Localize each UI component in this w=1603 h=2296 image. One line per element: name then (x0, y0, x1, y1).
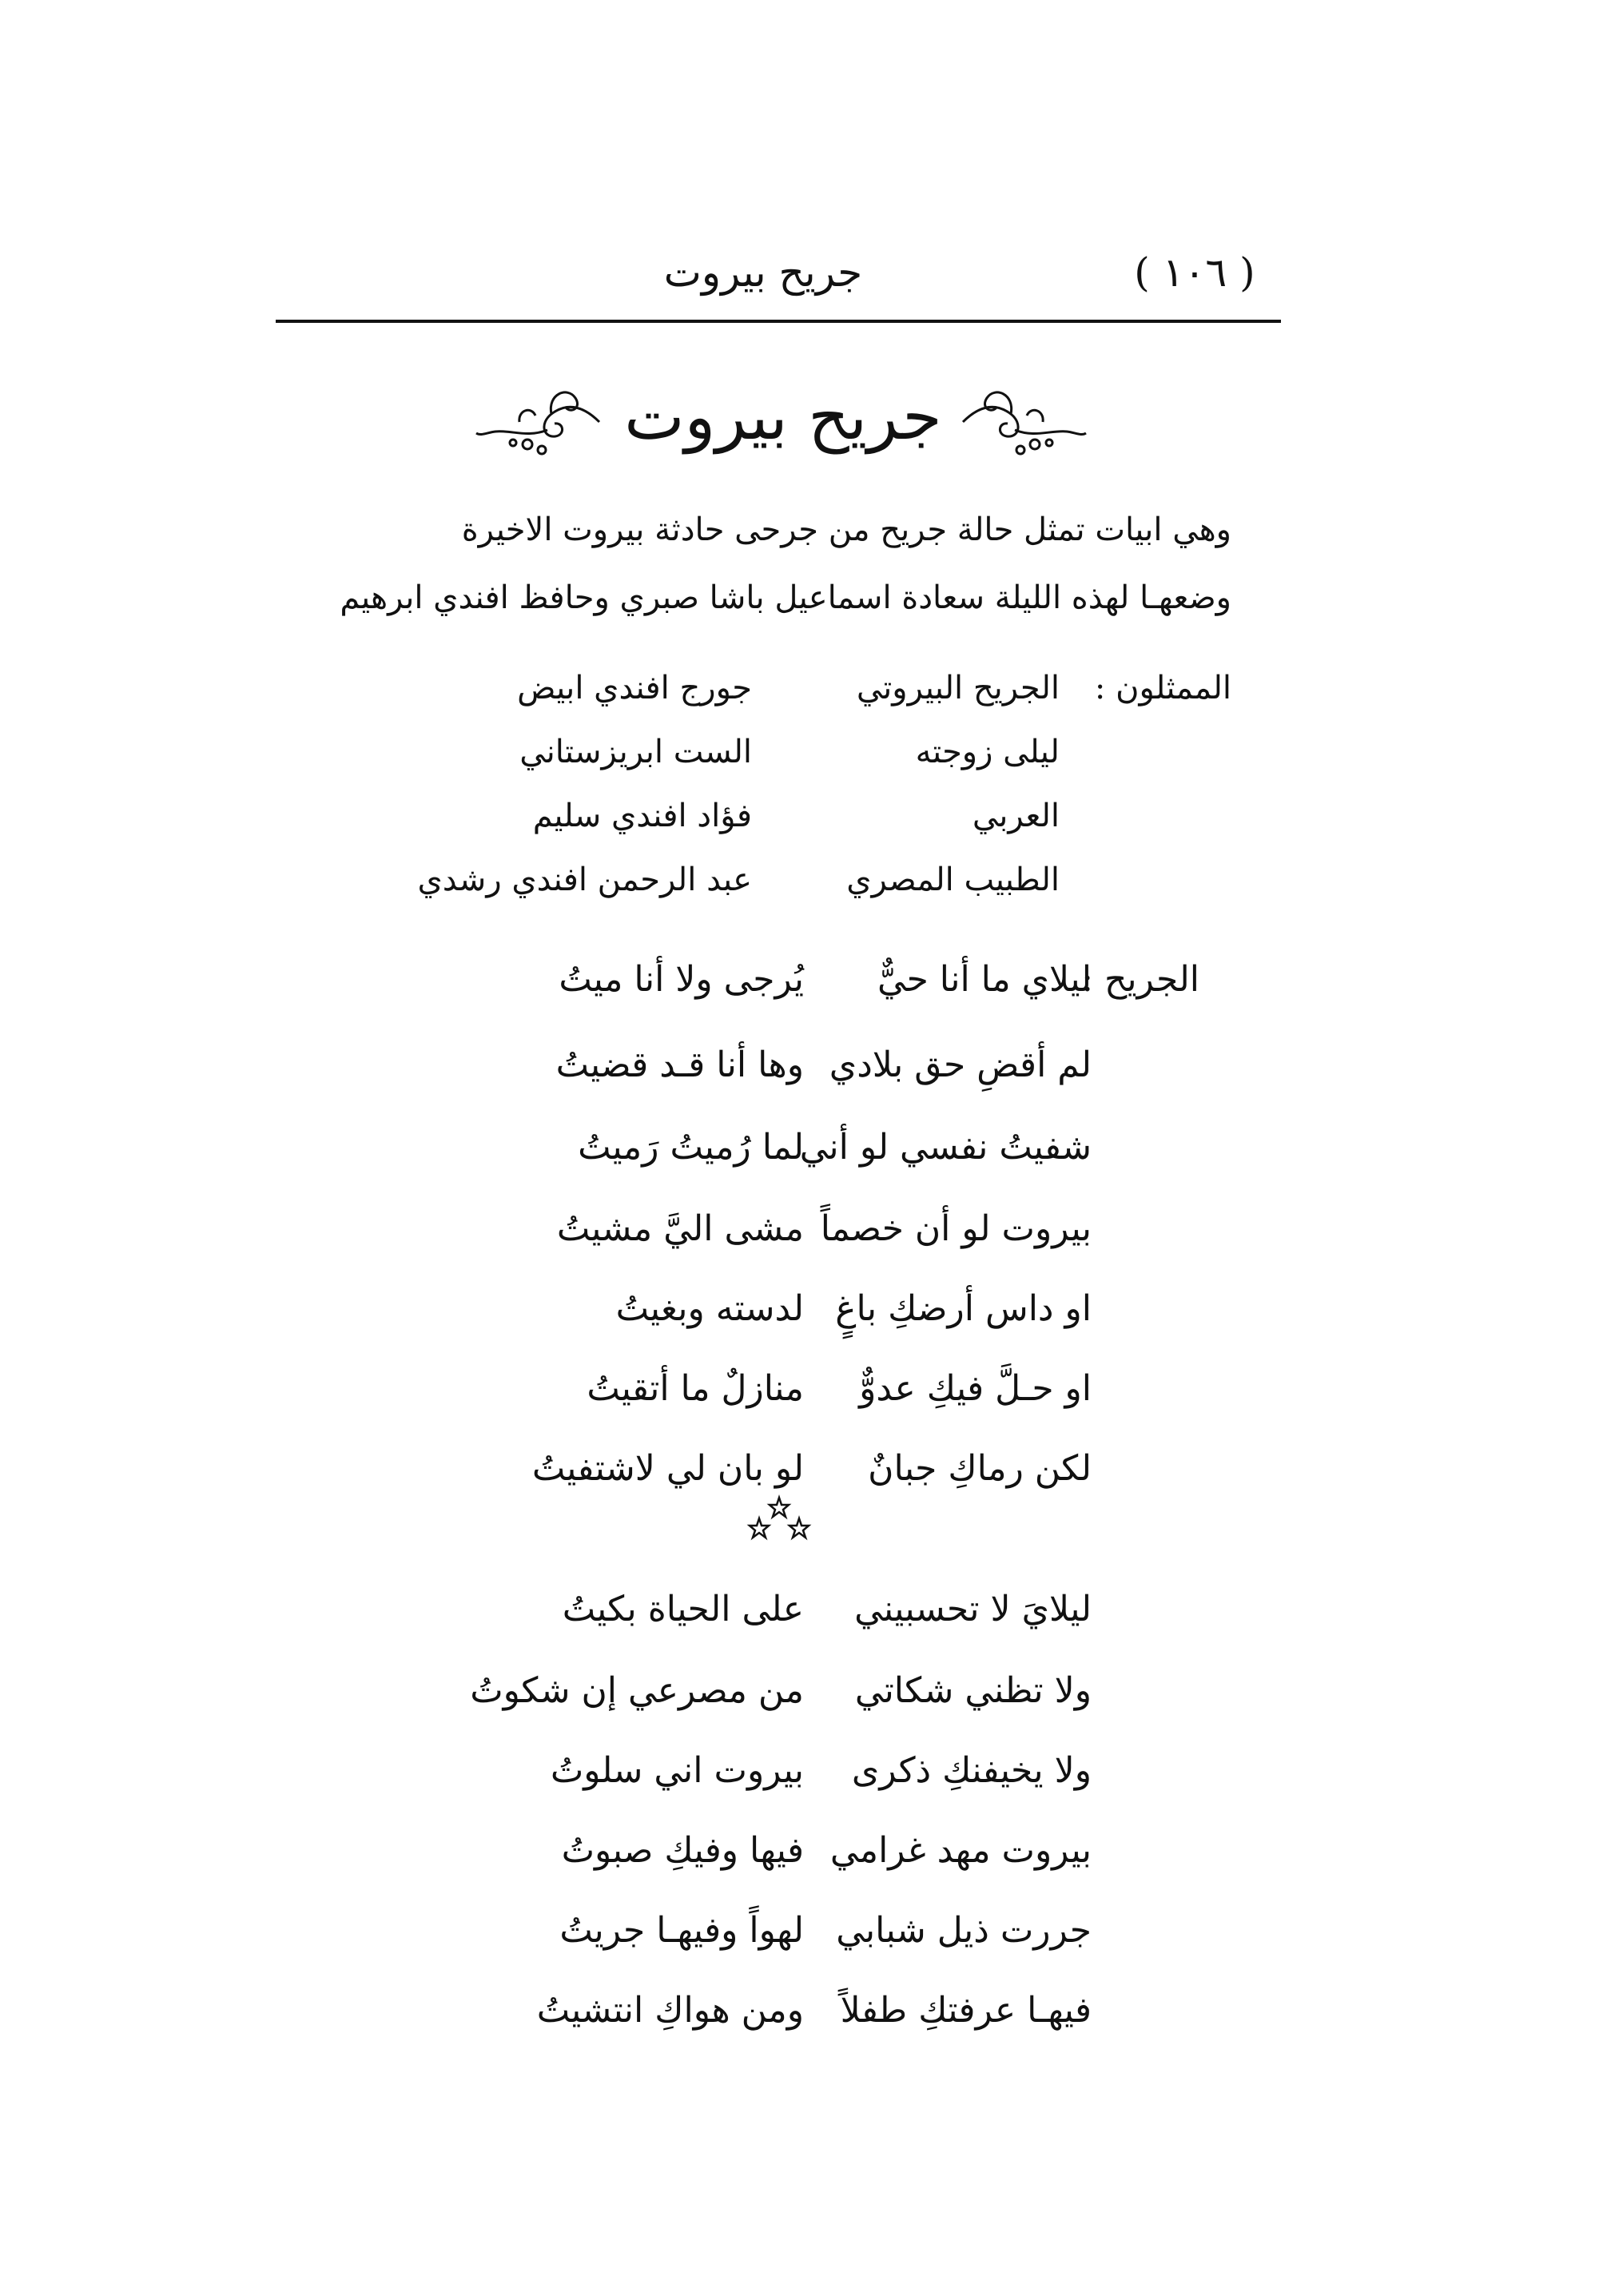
header-rule (276, 320, 1281, 323)
verse-first-hemistich: بيروت لو أن خصماً (820, 1208, 1092, 1249)
verse-second-hemistich: وها أنا قـد قضيتُ (555, 1045, 804, 1085)
verse-first-hemistich: لم أقضِ حق بلادي (829, 1045, 1092, 1085)
verse-first-hemistich: لكن رماكِ جبانٌ (868, 1448, 1092, 1489)
verse-first-hemistich: بيروت مهد غرامي (829, 1830, 1092, 1871)
verse-first-hemistich: فيهـا عرفتكِ طفلاً (840, 1990, 1092, 2031)
verse-second-hemistich: ومن هواكِ انتشيتُ (536, 1990, 804, 2031)
verse-first-hemistich: ليلاي ما أنا حيٌّ (877, 959, 1092, 1000)
verse-first-hemistich: ليلايَ لا تحسبيني (854, 1589, 1092, 1629)
cast-actor: عبد الرحمن افندي رشدي (417, 861, 752, 898)
verse-second-hemistich: فيها وفيكِ صبوتُ (561, 1830, 804, 1871)
left-ornament-icon (471, 374, 607, 462)
verse-first-hemistich: او حـلَّ فيكِ عدوٌّ (859, 1368, 1092, 1409)
verse-second-hemistich: لما رُميتُ رَميتُ (578, 1127, 804, 1168)
intro-line-1: وهي ابيات تمثل حالة جريح من جرحى حادثة بيروت الاخيرة (461, 511, 1231, 548)
page-number: ( ١٠٦ ) (1134, 249, 1255, 296)
running-title: جريح بيروت (663, 249, 863, 296)
right-ornament-icon (955, 374, 1091, 462)
cast-role: العربي (972, 798, 1060, 834)
cast-actor: الست ابريزستاني (519, 734, 752, 770)
cast-actor: جورج افندي ابيض (517, 670, 752, 706)
verse-second-hemistich: مشى اليَّ مشيتُ (556, 1208, 804, 1249)
cast-role: الطبيب المصري (846, 861, 1060, 898)
verse-first-hemistich: او داس أرضكِ باغٍ (835, 1288, 1092, 1329)
intro-line-2: وضعهـا لهذه الليلة سعادة اسماعيل باشا صبري وحافظ افندي ابرهيم (340, 579, 1231, 616)
verse-second-hemistich: بيروت اني سلوتُ (550, 1750, 804, 1791)
cast-actor: فؤاد افندي سليم (532, 798, 752, 834)
verse-second-hemistich: من مصرعي إن شكوتُ (470, 1670, 804, 1711)
verse-second-hemistich: على الحياة بكيتُ (562, 1589, 804, 1629)
verse-first-hemistich: ولا تظني شكاتي (854, 1670, 1092, 1711)
verse-second-hemistich: يُرجى ولا أنا ميتُ (559, 959, 804, 1000)
cast-role: الجريح البيروتي (856, 670, 1060, 706)
speaker-label: الجريح : (1081, 959, 1199, 1000)
verse-second-hemistich: لو بان لي لاشتفيتُ (531, 1448, 804, 1489)
verse-first-hemistich: جررت ذيل شبابي (836, 1910, 1092, 1951)
verse-second-hemistich: منازلٌ ما أتقيتُ (587, 1368, 804, 1409)
verse-second-hemistich: لهواً وفيهـا جريتُ (559, 1910, 804, 1951)
stanza-separator-icon (735, 1494, 823, 1542)
verse-first-hemistich: شفيتُ نفسي لو أني (799, 1127, 1092, 1168)
section-title: جريح بيروت (624, 380, 942, 454)
cast-label: الممثلون : (1094, 670, 1231, 706)
cast-role: ليلى زوجته (915, 734, 1060, 770)
verse-second-hemistich: لدسته وبغيتُ (615, 1288, 804, 1329)
verse-first-hemistich: ولا يخيفنكِ ذكرى (851, 1750, 1092, 1791)
